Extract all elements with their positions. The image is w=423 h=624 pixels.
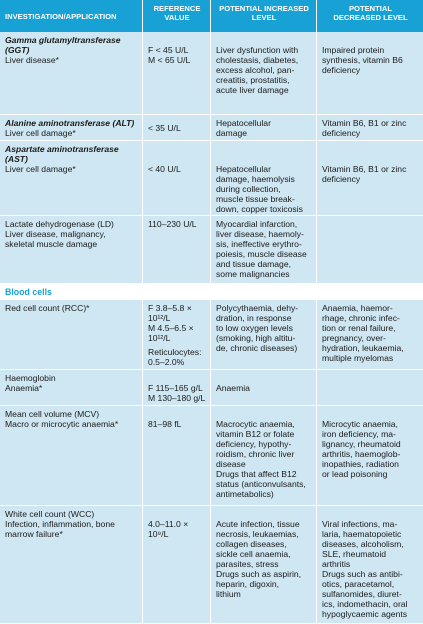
increased-cell: Acute infection, tissue necrosis, leukaemias, collagen diseases, sickle cell anaemia, parasites, stress Drugs such as aspirin, heparin, digoxin, lithium xyxy=(210,506,316,623)
decreased-cell: Vitamin B6, B1 or zinc deficiency xyxy=(316,115,423,140)
table-row xyxy=(0,370,423,406)
header-investigation: INVESTIGATION/APPLICATION xyxy=(5,12,117,21)
application: White cell count (WCC) Infection, inflammation, bone marrow failure* xyxy=(5,509,115,539)
application: Liver cell damage* xyxy=(5,164,76,174)
investigation-cell xyxy=(0,115,142,140)
table-row xyxy=(0,141,423,216)
table-row xyxy=(0,115,423,141)
table-row xyxy=(0,300,423,370)
table-header xyxy=(0,0,423,32)
decreased-cell: Viral infections, ma- laria, haematopoietic diseases, alcoholism, SLE, rheumatoid arthritis Drugs such as antibi- otics, paracetamol, sulfanomides, diuret- ics, indomethacin, oral hypoglycaemic agents xyxy=(316,506,423,623)
test-name: Aspartate aminotransferase (AST) xyxy=(5,144,119,164)
increased-cell: Hepatocellular damage, haemolysis during collection, muscle tissue break- down, copper toxicosis xyxy=(210,141,316,215)
reference-cell: 81–98 fL xyxy=(142,406,210,505)
application: Liver disease* xyxy=(5,55,59,65)
header-decreased-level: POTENTIAL DECREASED LEVEL xyxy=(316,0,423,32)
application: Mean cell volume (MCV) Macro or microcytic anaemia* xyxy=(5,409,119,429)
reference-cell: < 40 U/L xyxy=(142,141,210,215)
application: Haemoglobin Anaemia* xyxy=(5,373,56,393)
application: Red cell count (RCC)* xyxy=(5,303,90,313)
decreased-cell xyxy=(316,216,423,283)
investigation-cell xyxy=(0,32,142,114)
section-title: Blood cells xyxy=(5,287,52,297)
investigation-cell xyxy=(0,506,142,623)
investigation-cell xyxy=(0,370,142,405)
test-name: Gamma glutamyltransferase (GGT) xyxy=(5,35,121,55)
decreased-cell: Anaemia, haemor- rhage, chronic infec- tion or renal failure, pregnancy, over- hydration, leukaemia, multiple myelomas xyxy=(316,300,423,369)
increased-cell: Anaemia xyxy=(210,370,316,405)
table-row xyxy=(0,32,423,115)
reference-cell: F 115–165 g/L M 130–180 g/L xyxy=(142,370,210,405)
table-row xyxy=(0,216,423,284)
header-reference-value: REFERENCE VALUE xyxy=(142,0,210,32)
application: Lactate dehydrogenase (LD) Liver disease, malignancy, skeletal muscle damage xyxy=(5,219,114,249)
reference-cell: < 35 U/L xyxy=(142,115,210,140)
investigation-cell xyxy=(0,141,142,215)
decreased-cell: Microcytic anaemia, iron deficiency, ma- lignancy, rheumatoid arthritis, haemoglob- inopathies, radiation or lead poisoning xyxy=(316,406,423,505)
reference-cell: F 3.8–5.8 × 10¹²/L M 4.5–6.5 × 10¹²/L Reticulocytes: 0.5–2.0% xyxy=(142,300,210,369)
test-name: Alanine aminotransferase (ALT) xyxy=(5,118,135,128)
header-increased-level: POTENTIAL INCREASED LEVEL xyxy=(210,0,316,32)
increased-cell: Polycythaemia, dehy- dration, in response to low oxygen levels (smoking, high altitu- de, chronic diseases) xyxy=(210,300,316,369)
section-heading xyxy=(0,284,423,300)
investigation-cell xyxy=(0,216,142,283)
reference-cell: F < 45 U/L M < 65 U/L xyxy=(142,32,210,114)
reference-cell: 4.0–11.0 × 10⁹/L xyxy=(142,506,210,623)
decreased-cell: Vitamin B6, B1 or zinc deficiency xyxy=(316,141,423,215)
table-row xyxy=(0,406,423,506)
application: Liver cell damage* xyxy=(5,128,76,138)
investigation-cell xyxy=(0,406,142,505)
increased-cell: Macrocytic anaemia, vitamin B12 or folate deficiency, hypothy- roidism, chronic liver disease Drugs that affect B12 status (anticonvulsants, antimetabolics) xyxy=(210,406,316,505)
reference-cell: 110–230 U/L xyxy=(142,216,210,283)
increased-cell: Liver dysfunction with cholestasis, diabetes, excess alcohol, pan- creatitis, prostatitis, acute liver damage xyxy=(210,32,316,114)
decreased-cell xyxy=(316,370,423,405)
investigation-cell xyxy=(0,300,142,369)
increased-cell: Myocardial infarction, liver disease, haemoly- sis, ineffective erythro- poiesis, muscle disease and tissue damage, some malignancies xyxy=(210,216,316,283)
decreased-cell: Impaired protein synthesis, vitamin B6 deficiency xyxy=(316,32,423,114)
table-row xyxy=(0,506,423,624)
increased-cell: Hepatocellular damage xyxy=(210,115,316,140)
